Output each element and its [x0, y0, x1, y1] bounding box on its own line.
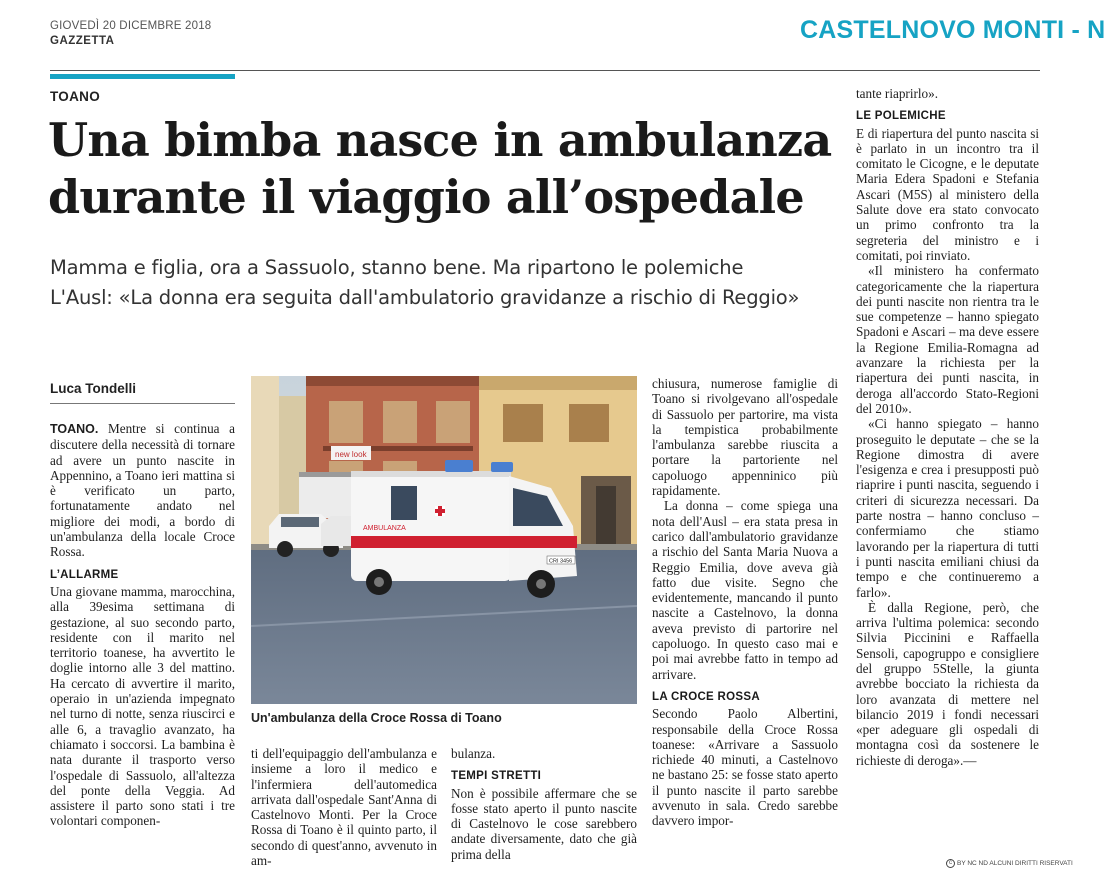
article-column-1 — [50, 421, 235, 891]
ambulance-label: AMBULANZA — [363, 525, 406, 532]
license-text: BY NC ND ALCUNI DIRITTI RISERVATI — [957, 860, 1073, 868]
article-byline: Luca Tondelli — [50, 381, 137, 396]
paragraph: chiusura, numerose famiglie di Toano si rivolgevano all'ospedale di Sassuolo per partorire, ma vista la tempistica probabilmente l'ambulanza sarebbe riuscita a portare la partoriente nel capoluogo appenninico più rapidamente. — [652, 376, 838, 499]
shop-sign-text: new look — [335, 450, 367, 459]
byline-divider — [50, 403, 235, 404]
paragraph: bulanza. — [451, 746, 496, 761]
article-column-2 — [251, 746, 437, 891]
newspaper-name: GAZZETTA — [50, 35, 115, 47]
subhead-line-2: L'Ausl: «La donna era seguita dall'ambulatorio gravidanze a rischio di Reggio» — [50, 286, 800, 309]
header-divider — [50, 70, 1040, 71]
subheading-croce-rossa: LA CROCE ROSSA — [652, 690, 760, 703]
section-title: CASTELNOVO MONTI - N — [800, 16, 1105, 44]
license-plate: CRI 3456 — [549, 558, 573, 565]
subheading-allarme: L’ALLARME — [50, 568, 119, 581]
paragraph: «Ci hanno spiegato – hanno proseguito le deputate – che se la Regione dimostra di avere l'esigenza e crea i presupposti può riaprire i punti nascita, seguendo i criteri di sicurezza necessari. Da parte nostra – hanno concluso – confermiamo che stiamo lavorando per la riapertura di tutti i punti nascita emiliani chiusi da tempo e che continueremo a farlo». — [856, 416, 1039, 600]
accent-bar — [50, 74, 235, 79]
paragraph — [50, 421, 235, 560]
subheading-polemiche: LE POLEMICHE — [856, 110, 946, 123]
issue-date: GIOVEDÌ 20 DICEMBRE 2018 — [50, 20, 212, 32]
article-subhead — [50, 253, 840, 313]
article-column-3 — [451, 746, 637, 891]
subheading-tempi-stretti: TEMPI STRETTI — [451, 770, 542, 783]
license-notice — [946, 859, 1073, 868]
paragraph: Non è possibile affermare che se fosse stato aperto il punto nascite di Castelnovo le cose sarebbero andate diversamente, dato che già prima della — [451, 785, 637, 862]
photo-caption: Un'ambulanza della Croce Rossa di Toano — [251, 711, 502, 725]
subhead-line-1: Mamma e figlia, ora a Sassuolo, stanno bene. Ma ripartono le polemiche — [50, 256, 744, 279]
article-kicker: TOANO — [50, 89, 101, 104]
paragraph: tante riaprirlo». — [856, 86, 939, 101]
article-headline: Una bimba nasce in ambulanza durante il viaggio all’ospedale — [48, 113, 832, 224]
paragraph: E di riapertura del punto nascita si è parlato in un incontro tra il comitato le Cicogne, e le deputate Maria Edera Spadoni e Stefania Ascari (M5S) al ministero della Salute dove era stato convocato un primo confronto tra la segreteria del ministro e i comitati, poi rinviato. — [856, 125, 1039, 263]
paragraph: Secondo Paolo Albertini, responsabile della Croce Rossa toanese: «Arrivare a Sassuolo richiede 40 minuti, a Castelnovo ne bastano 25: se fosse stato aperto il punto nascite il parto sarebbe avvenuto in sala. Credo sarebbe davvero impor- — [652, 706, 838, 829]
dateline-lead: TOANO. — [50, 422, 99, 436]
paragraph-text: Mentre si continua a discutere della necessità di tornare ad avere un punto nascite in Appennino, a Toano ieri mattina si è verificato un parto, fortunatamente andato nel migliore dei modi, a bordo di un'ambulanza della locale Croce Rossa. — [50, 421, 235, 560]
article-column-4 — [652, 376, 838, 891]
ambulance-photo-image — [251, 376, 637, 704]
creative-commons-icon: c — [946, 859, 955, 868]
paragraph: Una giovane mamma, marocchina, alla 39esima settimana di gestazione, al suo secondo parto, residente con il marito nel territorio toanese, ha avvertito le doglie intorno alle 3 del mattino. Ha cercato di avvertire il marito, operaio in un'azienda impegnato nel turno di notte, senza riuscirci e alle 6, a travaglio avanzato, ha chiamato i soccorsi. La bambina è nata durante il trasporto verso l'ospedale di Sassuolo, all'altezza del ponte della Veggia. Ad assistere il parto sono stati i tre volontari componen- — [50, 583, 235, 829]
paragraph: La donna – come spiega una nota dell'Ausl – era stata presa in carico dall'ambulatorio gravidanze a rischio del Santa Maria Nuova a Reggio Emilia, dove aveva già fatto due visite. Segno che evidentemente, mancando il punto nascite a Castelnovo, la donna aveva previsto di partorire nel capoluogo. In questo caso mai e poi mai avrebbe fatto in tempo ad arrivare. — [652, 498, 838, 682]
paragraph: È dalla Regione, però, che arriva l'ultima polemica: secondo Silvia Piccinini e Raffaella Sensoli, capogruppo e consigliere del gruppo 5Stelle, la giunta avrebbe bocciato la richiesta da loro avanzata di mettere nel bilancio 2019 i fondi necessari «per adeguare gli ospedali di montagna così da sostenere le richieste di deroga».— — [856, 599, 1039, 768]
article-column-5 — [856, 86, 1039, 866]
paragraph: «Il ministero ha confermato categoricamente che la riapertura dei punti nascite non rientra tra le sue competenze – hanno spiegato Spadoni e Ascari – ma deve essere la Regione Emilia-Romagna ad avanzare la richiesta per la riapertura dei punti nascita, in deroga all'accordo Stato-Regioni del 2010». — [856, 263, 1039, 416]
paragraph: ti dell'equipaggio dell'ambulanza e insieme a loro il medico e l'infermiera dell'automedica arrivata dall'ospedale Sant'Anna di Castelnovo Monti. Per la Croce Rossa di Toano è il quinto parto, il secondo di quest'anno, avvenuto in am- — [251, 746, 437, 869]
ambulance-photo — [251, 376, 637, 704]
